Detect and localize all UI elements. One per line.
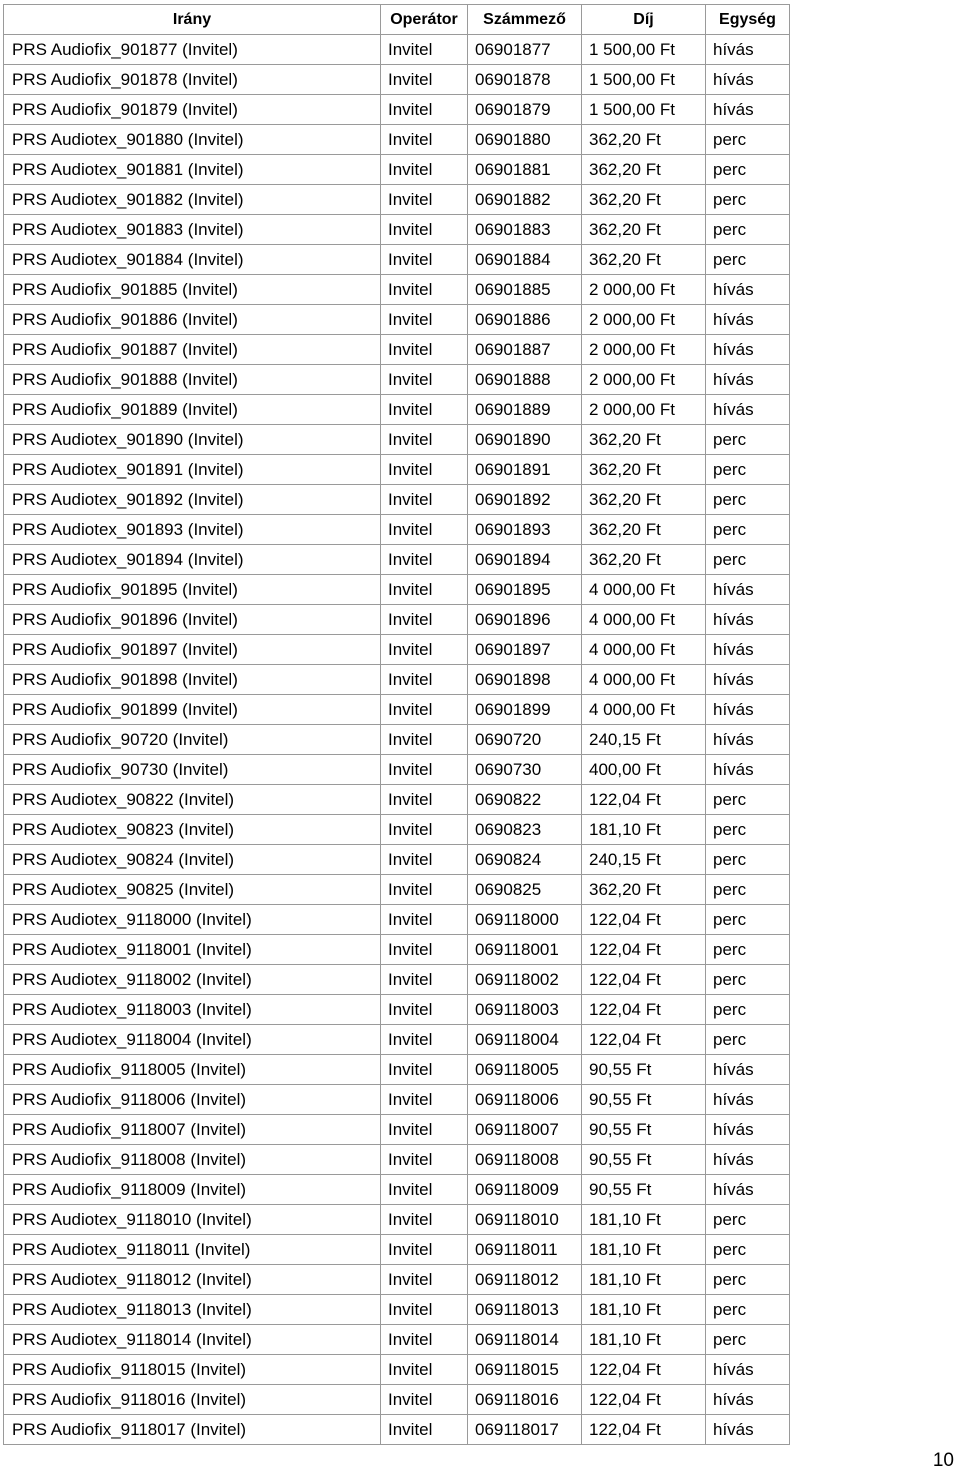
col-unit-cell: hívás — [706, 665, 790, 695]
col-fee-cell: 362,20 Ft — [582, 185, 706, 215]
col-unit-cell: perc — [706, 1235, 790, 1265]
col-fee-cell: 4 000,00 Ft — [582, 635, 706, 665]
col-operator-cell: Invitel — [381, 605, 468, 635]
col-unit-cell: hívás — [706, 635, 790, 665]
col-number-cell: 06901881 — [468, 155, 582, 185]
table-row — [4, 275, 790, 305]
col-number-cell: 06901893 — [468, 515, 582, 545]
col-unit-cell: perc — [706, 515, 790, 545]
col-number-cell: 06901897 — [468, 635, 582, 665]
table-row — [4, 425, 790, 455]
header-irany: Irány — [4, 5, 381, 35]
col-unit-cell: perc — [706, 155, 790, 185]
col-unit-cell: hívás — [706, 1175, 790, 1205]
col-operator-cell: Invitel — [381, 1265, 468, 1295]
table-row — [4, 1055, 790, 1085]
table-row — [4, 575, 790, 605]
table-row — [4, 545, 790, 575]
col-number-cell: 069118003 — [468, 995, 582, 1025]
table-row — [4, 815, 790, 845]
col-fee-cell: 362,20 Ft — [582, 425, 706, 455]
col-name-cell: PRS Audiotex_901892 (Invitel) — [4, 485, 381, 515]
col-fee-cell: 2 000,00 Ft — [582, 305, 706, 335]
col-unit-cell: hívás — [706, 275, 790, 305]
col-number-cell: 069118000 — [468, 905, 582, 935]
col-operator-cell: Invitel — [381, 515, 468, 545]
col-fee-cell: 4 000,00 Ft — [582, 605, 706, 635]
col-name-cell: PRS Audiofix_901877 (Invitel) — [4, 35, 381, 65]
col-operator-cell: Invitel — [381, 785, 468, 815]
col-number-cell: 069118008 — [468, 1145, 582, 1175]
col-number-cell: 069118004 — [468, 1025, 582, 1055]
col-unit-cell: perc — [706, 455, 790, 485]
col-name-cell: PRS Audiofix_9118016 (Invitel) — [4, 1385, 381, 1415]
col-name-cell: PRS Audiofix_9118005 (Invitel) — [4, 1055, 381, 1085]
table-row — [4, 1145, 790, 1175]
col-operator-cell: Invitel — [381, 845, 468, 875]
col-unit-cell: perc — [706, 1325, 790, 1355]
col-name-cell: PRS Audiofix_901879 (Invitel) — [4, 95, 381, 125]
table-row — [4, 335, 790, 365]
table-row — [4, 245, 790, 275]
col-operator-cell: Invitel — [381, 455, 468, 485]
table-row — [4, 35, 790, 65]
col-fee-cell: 400,00 Ft — [582, 755, 706, 785]
col-unit-cell: perc — [706, 185, 790, 215]
col-operator-cell: Invitel — [381, 635, 468, 665]
col-fee-cell: 2 000,00 Ft — [582, 335, 706, 365]
col-fee-cell: 240,15 Ft — [582, 725, 706, 755]
col-unit-cell: perc — [706, 1265, 790, 1295]
col-fee-cell: 181,10 Ft — [582, 1235, 706, 1265]
col-number-cell: 069118002 — [468, 965, 582, 995]
col-name-cell: PRS Audiofix_901888 (Invitel) — [4, 365, 381, 395]
col-operator-cell: Invitel — [381, 185, 468, 215]
col-fee-cell: 362,20 Ft — [582, 875, 706, 905]
col-number-cell: 06901878 — [468, 65, 582, 95]
table-row — [4, 1295, 790, 1325]
col-fee-cell: 1 500,00 Ft — [582, 35, 706, 65]
col-name-cell: PRS Audiotex_9118000 (Invitel) — [4, 905, 381, 935]
col-name-cell: PRS Audiotex_9118012 (Invitel) — [4, 1265, 381, 1295]
col-fee-cell: 362,20 Ft — [582, 455, 706, 485]
col-number-cell: 06901885 — [468, 275, 582, 305]
col-operator-cell: Invitel — [381, 425, 468, 455]
col-number-cell: 06901892 — [468, 485, 582, 515]
col-unit-cell: hívás — [706, 95, 790, 125]
col-fee-cell: 362,20 Ft — [582, 215, 706, 245]
col-number-cell: 06901898 — [468, 665, 582, 695]
col-name-cell: PRS Audiofix_9118017 (Invitel) — [4, 1415, 381, 1445]
col-fee-cell: 362,20 Ft — [582, 155, 706, 185]
col-number-cell: 06901899 — [468, 695, 582, 725]
col-number-cell: 069118013 — [468, 1295, 582, 1325]
col-number-cell: 06901886 — [468, 305, 582, 335]
table-row — [4, 455, 790, 485]
col-unit-cell: hívás — [706, 1085, 790, 1115]
table-row — [4, 1385, 790, 1415]
col-unit-cell: hívás — [706, 65, 790, 95]
col-fee-cell: 4 000,00 Ft — [582, 575, 706, 605]
header-dij: Díj — [582, 5, 706, 35]
col-operator-cell: Invitel — [381, 935, 468, 965]
col-unit-cell: hívás — [706, 1145, 790, 1175]
col-name-cell: PRS Audiotex_901894 (Invitel) — [4, 545, 381, 575]
col-number-cell: 0690822 — [468, 785, 582, 815]
table-row — [4, 695, 790, 725]
col-unit-cell: perc — [706, 995, 790, 1025]
col-name-cell: PRS Audiofix_901889 (Invitel) — [4, 395, 381, 425]
col-operator-cell: Invitel — [381, 1025, 468, 1055]
table-row — [4, 845, 790, 875]
col-fee-cell: 181,10 Ft — [582, 1205, 706, 1235]
col-name-cell: PRS Audiotex_90824 (Invitel) — [4, 845, 381, 875]
col-operator-cell: Invitel — [381, 1295, 468, 1325]
page-number: 10 — [932, 1450, 954, 1471]
table-header — [4, 5, 790, 35]
col-name-cell: PRS Audiofix_901896 (Invitel) — [4, 605, 381, 635]
col-unit-cell: hívás — [706, 335, 790, 365]
col-operator-cell: Invitel — [381, 755, 468, 785]
header-operator: Operátor — [381, 5, 468, 35]
col-unit-cell: perc — [706, 125, 790, 155]
col-unit-cell: hívás — [706, 755, 790, 785]
table-row — [4, 785, 790, 815]
col-unit-cell: hívás — [706, 1385, 790, 1415]
col-fee-cell: 2 000,00 Ft — [582, 365, 706, 395]
table-row — [4, 755, 790, 785]
table-row — [4, 605, 790, 635]
col-fee-cell: 362,20 Ft — [582, 125, 706, 155]
col-number-cell: 0690824 — [468, 845, 582, 875]
col-fee-cell: 90,55 Ft — [582, 1115, 706, 1145]
col-unit-cell: hívás — [706, 1415, 790, 1445]
col-number-cell: 06901895 — [468, 575, 582, 605]
table-row — [4, 125, 790, 155]
col-operator-cell: Invitel — [381, 155, 468, 185]
col-number-cell: 069118009 — [468, 1175, 582, 1205]
col-unit-cell: hívás — [706, 695, 790, 725]
col-operator-cell: Invitel — [381, 35, 468, 65]
col-fee-cell: 2 000,00 Ft — [582, 275, 706, 305]
table-row — [4, 1235, 790, 1265]
col-operator-cell: Invitel — [381, 1355, 468, 1385]
col-unit-cell: hívás — [706, 575, 790, 605]
col-fee-cell: 1 500,00 Ft — [582, 95, 706, 125]
col-number-cell: 06901894 — [468, 545, 582, 575]
col-number-cell: 069118014 — [468, 1325, 582, 1355]
table-row — [4, 1085, 790, 1115]
col-fee-cell: 181,10 Ft — [582, 1295, 706, 1325]
col-fee-cell: 2 000,00 Ft — [582, 395, 706, 425]
col-name-cell: PRS Audiotex_901893 (Invitel) — [4, 515, 381, 545]
col-name-cell: PRS Audiofix_901898 (Invitel) — [4, 665, 381, 695]
col-operator-cell: Invitel — [381, 1235, 468, 1265]
col-fee-cell: 122,04 Ft — [582, 1385, 706, 1415]
col-operator-cell: Invitel — [381, 1115, 468, 1145]
col-number-cell: 069118010 — [468, 1205, 582, 1235]
col-number-cell: 06901891 — [468, 455, 582, 485]
header-row — [4, 5, 790, 35]
col-number-cell: 069118011 — [468, 1235, 582, 1265]
col-unit-cell: perc — [706, 965, 790, 995]
table-row — [4, 65, 790, 95]
col-fee-cell: 122,04 Ft — [582, 935, 706, 965]
table-row — [4, 185, 790, 215]
col-name-cell: PRS Audiofix_901878 (Invitel) — [4, 65, 381, 95]
col-fee-cell: 181,10 Ft — [582, 1325, 706, 1355]
table-row — [4, 1415, 790, 1445]
col-unit-cell: perc — [706, 875, 790, 905]
col-operator-cell: Invitel — [381, 725, 468, 755]
col-number-cell: 069118015 — [468, 1355, 582, 1385]
col-number-cell: 06901877 — [468, 35, 582, 65]
col-operator-cell: Invitel — [381, 1325, 468, 1355]
col-fee-cell: 122,04 Ft — [582, 785, 706, 815]
col-name-cell: PRS Audiotex_9118003 (Invitel) — [4, 995, 381, 1025]
col-name-cell: PRS Audiotex_901891 (Invitel) — [4, 455, 381, 485]
col-unit-cell: perc — [706, 815, 790, 845]
table-row — [4, 665, 790, 695]
col-number-cell: 06901887 — [468, 335, 582, 365]
col-name-cell: PRS Audiofix_9118008 (Invitel) — [4, 1145, 381, 1175]
col-unit-cell: perc — [706, 215, 790, 245]
table-row — [4, 995, 790, 1025]
col-name-cell: PRS Audiotex_901881 (Invitel) — [4, 155, 381, 185]
table-row — [4, 635, 790, 665]
table-row — [4, 935, 790, 965]
col-unit-cell: perc — [706, 1205, 790, 1235]
table-row — [4, 1265, 790, 1295]
col-name-cell: PRS Audiofix_901887 (Invitel) — [4, 335, 381, 365]
col-unit-cell: perc — [706, 935, 790, 965]
table-row — [4, 875, 790, 905]
col-operator-cell: Invitel — [381, 365, 468, 395]
col-operator-cell: Invitel — [381, 995, 468, 1025]
col-operator-cell: Invitel — [381, 215, 468, 245]
col-operator-cell: Invitel — [381, 905, 468, 935]
col-number-cell: 0690823 — [468, 815, 582, 845]
col-fee-cell: 1 500,00 Ft — [582, 65, 706, 95]
col-unit-cell: hívás — [706, 395, 790, 425]
col-fee-cell: 362,20 Ft — [582, 515, 706, 545]
col-number-cell: 0690730 — [468, 755, 582, 785]
col-number-cell: 06901883 — [468, 215, 582, 245]
table-row — [4, 725, 790, 755]
col-unit-cell: perc — [706, 485, 790, 515]
col-name-cell: PRS Audiofix_901895 (Invitel) — [4, 575, 381, 605]
col-number-cell: 0690825 — [468, 875, 582, 905]
col-name-cell: PRS Audiotex_9118002 (Invitel) — [4, 965, 381, 995]
col-name-cell: PRS Audiotex_901880 (Invitel) — [4, 125, 381, 155]
table-row — [4, 155, 790, 185]
col-operator-cell: Invitel — [381, 815, 468, 845]
header-egyseg: Egység — [706, 5, 790, 35]
col-number-cell: 069118012 — [468, 1265, 582, 1295]
col-fee-cell: 122,04 Ft — [582, 905, 706, 935]
col-name-cell: PRS Audiofix_9118007 (Invitel) — [4, 1115, 381, 1145]
col-name-cell: PRS Audiotex_90825 (Invitel) — [4, 875, 381, 905]
rates-table — [3, 4, 790, 1445]
table-row — [4, 905, 790, 935]
table-row — [4, 1025, 790, 1055]
col-number-cell: 06901888 — [468, 365, 582, 395]
col-name-cell: PRS Audiotex_9118014 (Invitel) — [4, 1325, 381, 1355]
col-operator-cell: Invitel — [381, 1145, 468, 1175]
col-fee-cell: 90,55 Ft — [582, 1055, 706, 1085]
col-name-cell: PRS Audiotex_9118013 (Invitel) — [4, 1295, 381, 1325]
col-fee-cell: 240,15 Ft — [582, 845, 706, 875]
col-unit-cell: perc — [706, 545, 790, 575]
col-unit-cell: perc — [706, 845, 790, 875]
col-name-cell: PRS Audiofix_90720 (Invitel) — [4, 725, 381, 755]
table-row — [4, 485, 790, 515]
col-number-cell: 06901884 — [468, 245, 582, 275]
col-number-cell: 069118007 — [468, 1115, 582, 1145]
table-row — [4, 1115, 790, 1145]
col-number-cell: 069118001 — [468, 935, 582, 965]
table-row — [4, 1175, 790, 1205]
col-fee-cell: 181,10 Ft — [582, 815, 706, 845]
col-operator-cell: Invitel — [381, 125, 468, 155]
col-number-cell: 069118017 — [468, 1415, 582, 1445]
col-operator-cell: Invitel — [381, 1415, 468, 1445]
col-fee-cell: 122,04 Ft — [582, 1415, 706, 1445]
col-number-cell: 0690720 — [468, 725, 582, 755]
col-unit-cell: hívás — [706, 35, 790, 65]
table-row — [4, 95, 790, 125]
col-unit-cell: hívás — [706, 605, 790, 635]
col-unit-cell: perc — [706, 425, 790, 455]
col-name-cell: PRS Audiofix_9118015 (Invitel) — [4, 1355, 381, 1385]
col-operator-cell: Invitel — [381, 395, 468, 425]
col-name-cell: PRS Audiofix_901885 (Invitel) — [4, 275, 381, 305]
col-fee-cell: 122,04 Ft — [582, 1025, 706, 1055]
col-operator-cell: Invitel — [381, 245, 468, 275]
col-operator-cell: Invitel — [381, 545, 468, 575]
col-unit-cell: hívás — [706, 1355, 790, 1385]
col-operator-cell: Invitel — [381, 65, 468, 95]
col-fee-cell: 122,04 Ft — [582, 995, 706, 1025]
col-operator-cell: Invitel — [381, 1205, 468, 1235]
col-number-cell: 069118016 — [468, 1385, 582, 1415]
col-unit-cell: hívás — [706, 1055, 790, 1085]
table-row — [4, 365, 790, 395]
col-number-cell: 06901879 — [468, 95, 582, 125]
col-number-cell: 069118006 — [468, 1085, 582, 1115]
col-operator-cell: Invitel — [381, 1385, 468, 1415]
col-name-cell: PRS Audiotex_901890 (Invitel) — [4, 425, 381, 455]
col-fee-cell: 90,55 Ft — [582, 1085, 706, 1115]
col-operator-cell: Invitel — [381, 575, 468, 605]
col-name-cell: PRS Audiotex_90823 (Invitel) — [4, 815, 381, 845]
col-unit-cell: hívás — [706, 1115, 790, 1145]
col-unit-cell: hívás — [706, 305, 790, 335]
col-unit-cell: hívás — [706, 365, 790, 395]
col-name-cell: PRS Audiofix_90730 (Invitel) — [4, 755, 381, 785]
col-fee-cell: 4 000,00 Ft — [582, 695, 706, 725]
col-name-cell: PRS Audiofix_9118006 (Invitel) — [4, 1085, 381, 1115]
col-operator-cell: Invitel — [381, 1055, 468, 1085]
col-name-cell: PRS Audiofix_901899 (Invitel) — [4, 695, 381, 725]
col-fee-cell: 181,10 Ft — [582, 1265, 706, 1295]
col-operator-cell: Invitel — [381, 1085, 468, 1115]
col-fee-cell: 362,20 Ft — [582, 485, 706, 515]
col-name-cell: PRS Audiofix_901897 (Invitel) — [4, 635, 381, 665]
col-operator-cell: Invitel — [381, 695, 468, 725]
col-fee-cell: 362,20 Ft — [582, 245, 706, 275]
table-body — [4, 35, 790, 1445]
col-name-cell: PRS Audiotex_9118001 (Invitel) — [4, 935, 381, 965]
table-row — [4, 515, 790, 545]
col-fee-cell: 362,20 Ft — [582, 545, 706, 575]
col-name-cell: PRS Audiotex_901883 (Invitel) — [4, 215, 381, 245]
col-operator-cell: Invitel — [381, 305, 468, 335]
col-unit-cell: hívás — [706, 725, 790, 755]
header-szammezo: Számmező — [468, 5, 582, 35]
table-row — [4, 215, 790, 245]
col-operator-cell: Invitel — [381, 875, 468, 905]
table-row — [4, 1355, 790, 1385]
col-unit-cell: perc — [706, 785, 790, 815]
col-fee-cell: 90,55 Ft — [582, 1145, 706, 1175]
table-row — [4, 395, 790, 425]
col-name-cell: PRS Audiofix_9118009 (Invitel) — [4, 1175, 381, 1205]
col-number-cell: 06901896 — [468, 605, 582, 635]
col-name-cell: PRS Audiofix_901886 (Invitel) — [4, 305, 381, 335]
col-fee-cell: 122,04 Ft — [582, 1355, 706, 1385]
table-row — [4, 1205, 790, 1235]
col-number-cell: 069118005 — [468, 1055, 582, 1085]
col-operator-cell: Invitel — [381, 485, 468, 515]
col-name-cell: PRS Audiotex_901884 (Invitel) — [4, 245, 381, 275]
col-operator-cell: Invitel — [381, 965, 468, 995]
col-name-cell: PRS Audiotex_90822 (Invitel) — [4, 785, 381, 815]
col-operator-cell: Invitel — [381, 335, 468, 365]
col-operator-cell: Invitel — [381, 665, 468, 695]
table-row — [4, 1325, 790, 1355]
col-operator-cell: Invitel — [381, 1175, 468, 1205]
col-number-cell: 06901882 — [468, 185, 582, 215]
col-unit-cell: perc — [706, 1295, 790, 1325]
col-unit-cell: perc — [706, 905, 790, 935]
table-row — [4, 305, 790, 335]
col-name-cell: PRS Audiotex_9118004 (Invitel) — [4, 1025, 381, 1055]
col-unit-cell: perc — [706, 245, 790, 275]
col-operator-cell: Invitel — [381, 95, 468, 125]
col-name-cell: PRS Audiotex_9118010 (Invitel) — [4, 1205, 381, 1235]
col-fee-cell: 122,04 Ft — [582, 965, 706, 995]
col-number-cell: 06901889 — [468, 395, 582, 425]
col-number-cell: 06901880 — [468, 125, 582, 155]
col-name-cell: PRS Audiotex_9118011 (Invitel) — [4, 1235, 381, 1265]
col-unit-cell: perc — [706, 1025, 790, 1055]
table-row — [4, 965, 790, 995]
col-name-cell: PRS Audiotex_901882 (Invitel) — [4, 185, 381, 215]
col-number-cell: 06901890 — [468, 425, 582, 455]
col-fee-cell: 90,55 Ft — [582, 1175, 706, 1205]
col-operator-cell: Invitel — [381, 275, 468, 305]
col-fee-cell: 4 000,00 Ft — [582, 665, 706, 695]
